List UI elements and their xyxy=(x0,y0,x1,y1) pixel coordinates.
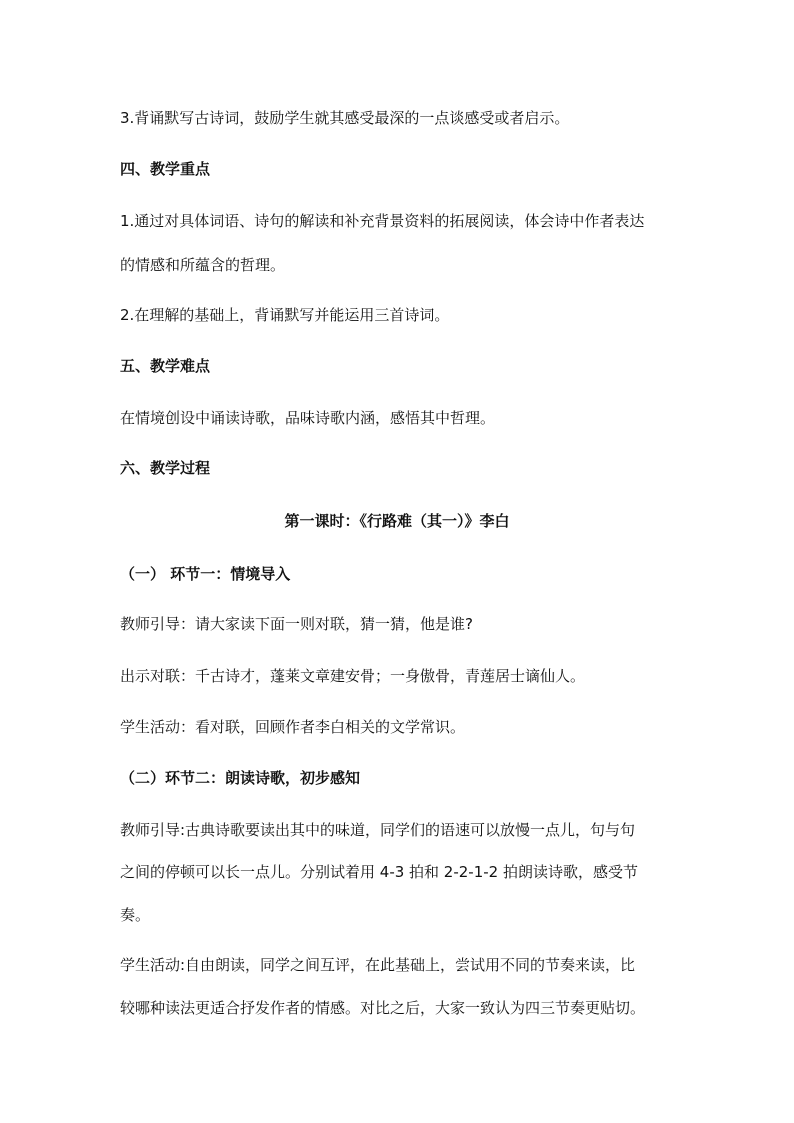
student-activity-2-line-2: 较哪种读法更适合抒发作者的情感。对比之后，大家一致认为四三节奏更贴切。 xyxy=(120,999,646,1017)
teacher-guide-2-line-3: 奏。 xyxy=(120,906,151,924)
section-heading-key-points: 四、教学重点 xyxy=(120,160,211,178)
step-1-heading: （一） 环节一：情境导入 xyxy=(120,565,291,583)
lesson-title: 第一课时：《行路难（其一）》李白 xyxy=(284,512,510,530)
student-activity-1: 学生活动：看对联，回顾作者李白相关的文学常识。 xyxy=(120,718,466,736)
key-point-2: 2.在理解的基础上，背诵默写并能运用三首诗词。 xyxy=(120,306,450,324)
teacher-guide-2-line-1: 教师引导:古典诗歌要读出其中的味道，同学们的语速可以放慢一点儿，句与句 xyxy=(120,821,636,839)
student-activity-2-line-1: 学生活动:自由朗读，同学之间互评，在此基础上，尝试用不同的节奏来读，比 xyxy=(120,956,636,974)
section-heading-difficulties: 五、教学难点 xyxy=(120,357,211,375)
couplet-text: 出示对联：千古诗才，蓬莱文章建安骨；一身傲骨，青莲居士谪仙人。 xyxy=(120,667,586,685)
difficulty-text: 在情境创设中诵读诗歌，品味诗歌内涵，感悟其中哲理。 xyxy=(120,409,496,427)
teacher-guide-2-line-2: 之间的停顿可以长一点儿。分别试着用 4-3 拍和 2-2-1-2 拍朗读诗歌，感受节 xyxy=(120,863,638,881)
teacher-guide-1: 教师引导：请大家读下面一则对联，猜一猜，他是谁? xyxy=(120,615,473,633)
objective-item-3: 3.背诵默写古诗词，鼓励学生就其感受最深的一点谈感受或者启示。 xyxy=(120,109,570,127)
key-point-1-line-2: 的情感和所蕴含的哲理。 xyxy=(120,256,286,274)
step-2-heading: （二）环节二：朗读诗歌，初步感知 xyxy=(120,769,361,787)
key-point-1-line-1: 1.通过对具体词语、诗句的解读和补充背景资料的拓展阅读，体会诗中作者表达 xyxy=(120,212,645,230)
section-heading-process: 六、教学过程 xyxy=(120,459,211,477)
